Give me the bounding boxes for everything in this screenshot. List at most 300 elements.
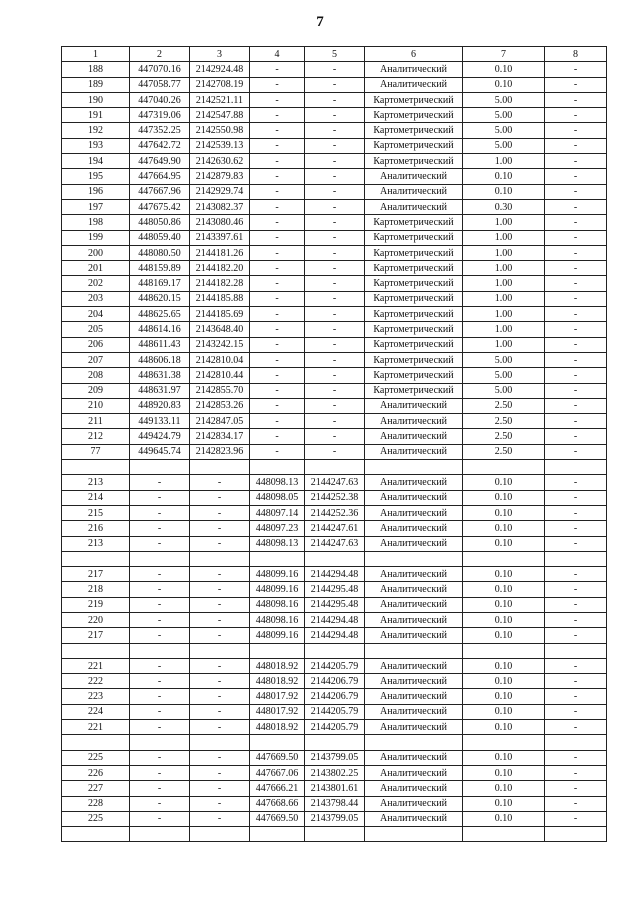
table-cell: Аналитический (365, 62, 463, 77)
table-cell: - (250, 261, 305, 276)
table-cell: 1.00 (463, 337, 545, 352)
table-cell: Картометрический (365, 352, 463, 367)
table-cell: - (545, 444, 607, 459)
table-row (62, 245, 607, 260)
table-cell: 1.00 (463, 261, 545, 276)
table-cell (545, 735, 607, 750)
table-cell: 1.00 (463, 322, 545, 337)
table-row (62, 414, 607, 429)
table-cell: Аналитический (365, 658, 463, 673)
table-cell: 448606.18 (130, 352, 190, 367)
table-cell: 0.10 (463, 62, 545, 77)
table-row (62, 444, 607, 459)
table-row (62, 230, 607, 245)
table-cell: - (545, 307, 607, 322)
table-cell: 195 (62, 169, 130, 184)
table-cell: 200 (62, 245, 130, 260)
table-cell: 448098.13 (250, 536, 305, 551)
table-cell: 447667.06 (250, 765, 305, 780)
table-cell: Картометрический (365, 154, 463, 169)
table-cell: 449133.11 (130, 414, 190, 429)
table-cell: - (250, 169, 305, 184)
table-spacer-row (62, 551, 607, 566)
table-cell: Картометрический (365, 245, 463, 260)
table-cell: - (130, 704, 190, 719)
table-cell: 2143242.15 (190, 337, 250, 352)
table-cell: - (190, 796, 250, 811)
table-cell: 2142929.74 (190, 184, 250, 199)
table-cell: - (545, 567, 607, 582)
table-cell: - (130, 811, 190, 826)
table-header-row (62, 47, 607, 62)
table-row (62, 781, 607, 796)
table-cell: Аналитический (365, 490, 463, 505)
table-cell (463, 460, 545, 475)
table-cell: Картометрический (365, 215, 463, 230)
table-cell: 214 (62, 490, 130, 505)
table-cell: Аналитический (365, 505, 463, 520)
table-cell: 0.10 (463, 720, 545, 735)
table-cell: - (305, 429, 365, 444)
table-row (62, 490, 607, 505)
table-row (62, 108, 607, 123)
table-row (62, 383, 607, 398)
table-cell: - (130, 628, 190, 643)
table-cell: 224 (62, 704, 130, 719)
table-cell (365, 460, 463, 475)
column-header: 7 (463, 47, 545, 62)
table-cell (305, 735, 365, 750)
table-cell: 447667.96 (130, 184, 190, 199)
table-cell: - (190, 704, 250, 719)
column-header: 1 (62, 47, 130, 62)
table-cell (545, 460, 607, 475)
table-spacer-row (62, 827, 607, 842)
table-cell: 207 (62, 352, 130, 367)
table-row (62, 811, 607, 826)
table-cell: - (545, 92, 607, 107)
table-cell: - (250, 352, 305, 367)
table-cell: 2143799.05 (305, 811, 365, 826)
column-header: 5 (305, 47, 365, 62)
table-cell (365, 643, 463, 658)
table-cell: - (545, 291, 607, 306)
table-cell: 221 (62, 720, 130, 735)
table-cell: 1.00 (463, 307, 545, 322)
table-cell: 448080.50 (130, 245, 190, 260)
table-cell: 448099.16 (250, 567, 305, 582)
table-cell: - (250, 444, 305, 459)
table-cell: 2.50 (463, 429, 545, 444)
table-row (62, 674, 607, 689)
table-row (62, 429, 607, 444)
table-cell: Аналитический (365, 521, 463, 536)
page-number: 7 (316, 14, 324, 30)
table-cell: 2142521.11 (190, 92, 250, 107)
table-cell: - (250, 383, 305, 398)
table-cell: 448017.92 (250, 689, 305, 704)
table-row (62, 322, 607, 337)
table-cell: 219 (62, 597, 130, 612)
table-cell: 0.10 (463, 169, 545, 184)
table-cell: - (250, 398, 305, 413)
table-cell: Картометрический (365, 108, 463, 123)
table-row (62, 796, 607, 811)
table-cell: 2142810.44 (190, 368, 250, 383)
table-row (62, 704, 607, 719)
table-cell: 448098.05 (250, 490, 305, 505)
table-cell: 202 (62, 276, 130, 291)
table-cell: Аналитический (365, 811, 463, 826)
table-row (62, 184, 607, 199)
table-cell: - (130, 612, 190, 627)
table-cell: 0.10 (463, 612, 545, 627)
table-cell: - (190, 490, 250, 505)
table-cell: 213 (62, 536, 130, 551)
table-body (62, 47, 607, 842)
table-cell: 0.10 (463, 597, 545, 612)
table-cell: Аналитический (365, 796, 463, 811)
table-cell: 449424.79 (130, 429, 190, 444)
table-cell: - (190, 536, 250, 551)
table-cell (365, 551, 463, 566)
table-spacer-row (62, 460, 607, 475)
table-cell: - (250, 276, 305, 291)
table-cell: 2144182.28 (190, 276, 250, 291)
table-cell: - (250, 199, 305, 214)
table-cell: - (190, 750, 250, 765)
table-cell: - (190, 811, 250, 826)
table-cell (130, 551, 190, 566)
table-cell: 2142550.98 (190, 123, 250, 138)
table-cell: Аналитический (365, 475, 463, 490)
table-cell: - (250, 154, 305, 169)
table-cell: - (130, 658, 190, 673)
table-cell: 448097.14 (250, 505, 305, 520)
table-cell: 448098.13 (250, 475, 305, 490)
table-cell: - (545, 781, 607, 796)
table-cell: 218 (62, 582, 130, 597)
table-cell: 196 (62, 184, 130, 199)
table-cell: 197 (62, 199, 130, 214)
table-cell: - (545, 414, 607, 429)
table-cell: 0.10 (463, 490, 545, 505)
table-cell (62, 643, 130, 658)
table-cell: 2142708.19 (190, 77, 250, 92)
table-cell: - (305, 230, 365, 245)
table-cell: 2144295.48 (305, 582, 365, 597)
table-cell: 447070.16 (130, 62, 190, 77)
table-cell: - (545, 750, 607, 765)
table-cell: Аналитический (365, 444, 463, 459)
table-cell: - (130, 720, 190, 735)
table-cell (130, 460, 190, 475)
table-cell: 209 (62, 383, 130, 398)
table-row (62, 77, 607, 92)
table-cell: - (545, 154, 607, 169)
column-header: 8 (545, 47, 607, 62)
table-row (62, 597, 607, 612)
table-cell: 5.00 (463, 383, 545, 398)
table-cell: Картометрический (365, 337, 463, 352)
table-cell: 222 (62, 674, 130, 689)
table-cell: 190 (62, 92, 130, 107)
column-header: 6 (365, 47, 463, 62)
table-cell: 2144294.48 (305, 612, 365, 627)
table-cell: - (545, 276, 607, 291)
table-cell: - (545, 536, 607, 551)
table-cell: 2143082.37 (190, 199, 250, 214)
table-cell: Аналитический (365, 536, 463, 551)
table-cell: - (545, 811, 607, 826)
table-cell: 2142630.62 (190, 154, 250, 169)
table-cell: 5.00 (463, 108, 545, 123)
table-cell: - (130, 674, 190, 689)
table-cell: 192 (62, 123, 130, 138)
table-cell: 0.10 (463, 704, 545, 719)
table-cell: 0.10 (463, 521, 545, 536)
table-cell: - (545, 230, 607, 245)
table-cell: Аналитический (365, 567, 463, 582)
table-spacer-row (62, 643, 607, 658)
table-row (62, 368, 607, 383)
table-cell: - (545, 123, 607, 138)
table-cell: 2143648.40 (190, 322, 250, 337)
table-cell: 2142847.05 (190, 414, 250, 429)
table-cell: 448099.16 (250, 628, 305, 643)
table-cell (62, 460, 130, 475)
table-cell: Аналитический (365, 674, 463, 689)
table-cell: 2144295.48 (305, 597, 365, 612)
table-cell: 5.00 (463, 352, 545, 367)
table-cell: - (305, 199, 365, 214)
table-cell: Картометрический (365, 276, 463, 291)
table-cell: 215 (62, 505, 130, 520)
table-cell: - (250, 322, 305, 337)
table-cell: - (545, 674, 607, 689)
table-cell: - (190, 505, 250, 520)
table-cell: 448017.92 (250, 704, 305, 719)
table-cell: - (190, 765, 250, 780)
table-cell: 2142924.48 (190, 62, 250, 77)
table-cell: 226 (62, 765, 130, 780)
table-cell: - (250, 92, 305, 107)
table-cell: 2144185.69 (190, 307, 250, 322)
table-cell: Картометрический (365, 230, 463, 245)
table-cell: 448098.16 (250, 597, 305, 612)
table-cell: 448050.86 (130, 215, 190, 230)
table-cell: Картометрический (365, 261, 463, 276)
table-cell: - (190, 674, 250, 689)
table-cell (545, 551, 607, 566)
table-cell: Аналитический (365, 169, 463, 184)
table-cell: - (190, 658, 250, 673)
table-cell: - (190, 720, 250, 735)
table-cell: 447668.66 (250, 796, 305, 811)
table-cell: - (130, 765, 190, 780)
table-cell: - (305, 337, 365, 352)
table-cell: - (545, 720, 607, 735)
table-cell: Аналитический (365, 414, 463, 429)
column-header: 4 (250, 47, 305, 62)
table-cell: Картометрический (365, 383, 463, 398)
table-cell: 447319.06 (130, 108, 190, 123)
table-cell: 447664.95 (130, 169, 190, 184)
table-cell: Аналитический (365, 582, 463, 597)
table-cell: - (545, 215, 607, 230)
table-cell: 2144206.79 (305, 689, 365, 704)
table-cell: 2144205.79 (305, 704, 365, 719)
table-cell (190, 460, 250, 475)
table-row (62, 582, 607, 597)
table-cell (62, 827, 130, 842)
table-row (62, 138, 607, 153)
table-cell: - (130, 521, 190, 536)
table-cell: - (545, 199, 607, 214)
table-cell: 2144205.79 (305, 720, 365, 735)
table-cell: 448625.65 (130, 307, 190, 322)
table-row (62, 169, 607, 184)
table-cell: Картометрический (365, 291, 463, 306)
table-cell: 2144205.79 (305, 658, 365, 673)
table-cell: - (545, 169, 607, 184)
table-cell: - (190, 612, 250, 627)
table-cell: 204 (62, 307, 130, 322)
table-cell: 448614.16 (130, 322, 190, 337)
table-cell: - (130, 475, 190, 490)
table-cell (545, 827, 607, 842)
table-cell (545, 643, 607, 658)
table-cell: 212 (62, 429, 130, 444)
table-cell: 0.10 (463, 582, 545, 597)
table-cell: 0.10 (463, 536, 545, 551)
table-cell: - (130, 567, 190, 582)
table-cell: - (250, 62, 305, 77)
table-cell: Аналитический (365, 612, 463, 627)
table-cell: - (545, 352, 607, 367)
table-cell: 2143798.44 (305, 796, 365, 811)
table-cell: - (130, 536, 190, 551)
table-cell: 205 (62, 322, 130, 337)
table-cell: 447666.21 (250, 781, 305, 796)
table-cell: 2142823.96 (190, 444, 250, 459)
table-cell: 2144252.38 (305, 490, 365, 505)
table-cell: - (130, 582, 190, 597)
table-cell: 1.00 (463, 291, 545, 306)
table-cell: Картометрический (365, 307, 463, 322)
table-cell: 2143397.61 (190, 230, 250, 245)
table-cell: - (545, 322, 607, 337)
table-cell: Аналитический (365, 77, 463, 92)
table-cell: - (250, 291, 305, 306)
table-row (62, 92, 607, 107)
table-cell (463, 827, 545, 842)
table-cell: 208 (62, 368, 130, 383)
table-cell: - (190, 628, 250, 643)
table-cell: - (545, 704, 607, 719)
table-row (62, 352, 607, 367)
table-cell: 2.50 (463, 398, 545, 413)
table-cell: - (190, 597, 250, 612)
table-cell: 0.10 (463, 184, 545, 199)
table-cell: - (190, 781, 250, 796)
table-cell: - (305, 92, 365, 107)
table-cell: 189 (62, 77, 130, 92)
table-cell: 2.50 (463, 444, 545, 459)
table-cell (190, 551, 250, 566)
table-row (62, 291, 607, 306)
table-cell: - (250, 307, 305, 322)
table-row (62, 307, 607, 322)
table-cell: Картометрический (365, 138, 463, 153)
table-row (62, 505, 607, 520)
table-cell: - (305, 291, 365, 306)
table-cell: 448098.16 (250, 612, 305, 627)
table-cell: - (130, 597, 190, 612)
table-cell: 448018.92 (250, 720, 305, 735)
table-row (62, 123, 607, 138)
table-cell: - (545, 398, 607, 413)
table-cell: 448097.23 (250, 521, 305, 536)
table-cell: 448099.16 (250, 582, 305, 597)
table-cell: - (305, 352, 365, 367)
table-cell: 193 (62, 138, 130, 153)
table-cell (250, 735, 305, 750)
table-cell (250, 827, 305, 842)
table-cell: 1.00 (463, 245, 545, 260)
table-cell: - (190, 567, 250, 582)
table-cell: 1.00 (463, 154, 545, 169)
table-cell: - (250, 368, 305, 383)
table-cell: - (545, 337, 607, 352)
table-cell (190, 643, 250, 658)
table-row (62, 521, 607, 536)
table-cell: - (545, 597, 607, 612)
table-cell: Аналитический (365, 199, 463, 214)
table-cell: 0.10 (463, 796, 545, 811)
table-cell: 225 (62, 811, 130, 826)
table-cell: 223 (62, 689, 130, 704)
table-cell: Аналитический (365, 429, 463, 444)
table-row (62, 720, 607, 735)
table-cell: - (130, 781, 190, 796)
table-cell: - (250, 184, 305, 199)
table-cell: - (305, 322, 365, 337)
table-cell (250, 460, 305, 475)
table-cell: - (250, 245, 305, 260)
table-row (62, 215, 607, 230)
table-cell: 2144206.79 (305, 674, 365, 689)
table-cell: - (130, 490, 190, 505)
table-cell: - (305, 138, 365, 153)
table-cell: Картометрический (365, 123, 463, 138)
table-cell: - (130, 689, 190, 704)
table-cell: Картометрический (365, 322, 463, 337)
table-cell: 2142834.17 (190, 429, 250, 444)
table-cell: 220 (62, 612, 130, 627)
table-row (62, 154, 607, 169)
table-cell: 0.10 (463, 77, 545, 92)
table-cell: - (305, 414, 365, 429)
table-cell: Аналитический (365, 597, 463, 612)
table-cell: - (545, 108, 607, 123)
table-cell: - (305, 123, 365, 138)
table-cell: - (545, 612, 607, 627)
table-cell: Картометрический (365, 368, 463, 383)
table-cell: 0.10 (463, 567, 545, 582)
table-cell: 217 (62, 628, 130, 643)
table-cell: - (545, 582, 607, 597)
